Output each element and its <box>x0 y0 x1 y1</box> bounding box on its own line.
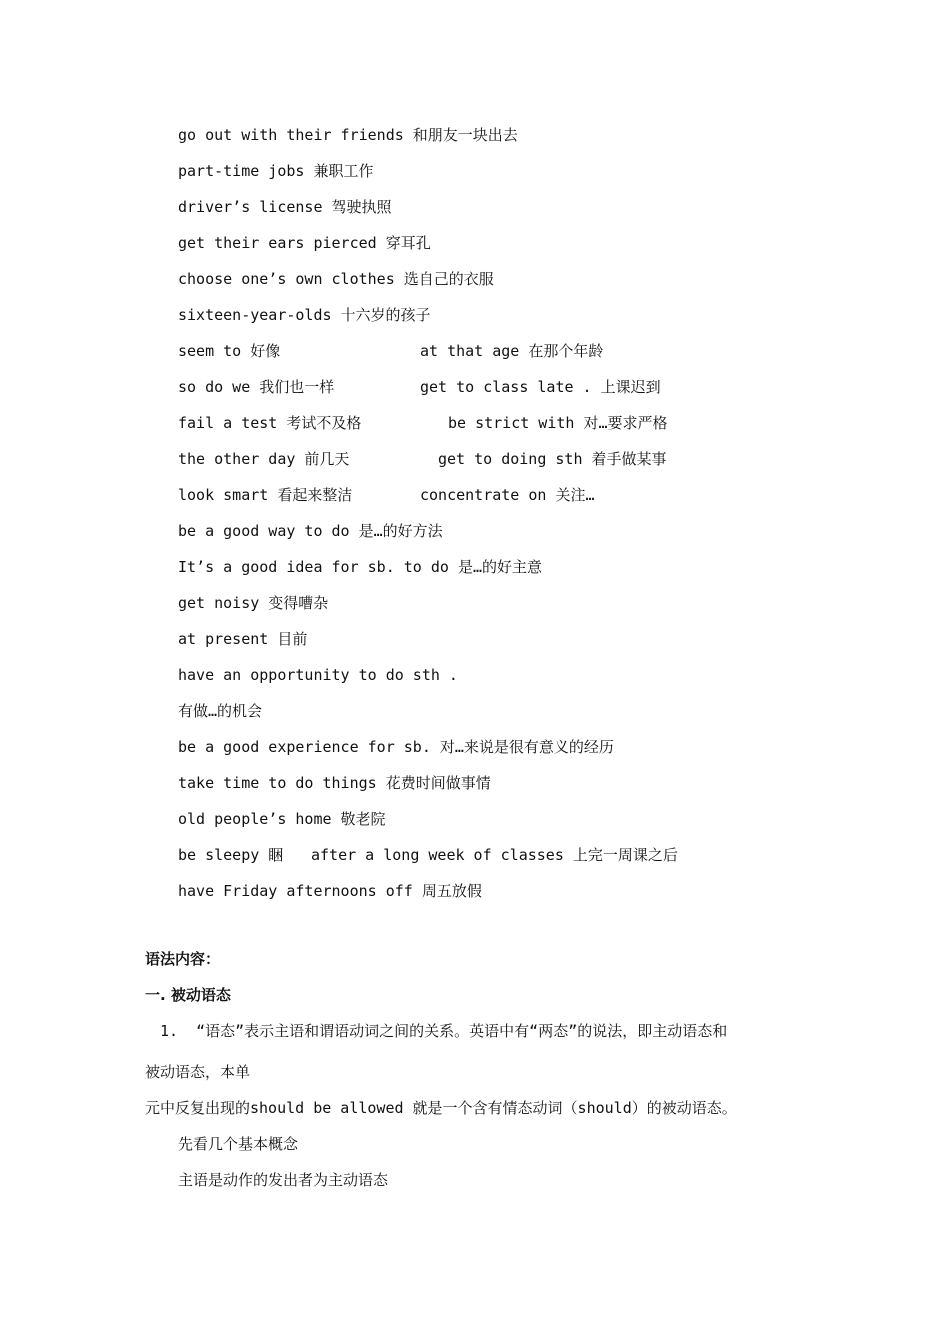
vocab-phrase: sixteen-year-olds 十六岁的孩子 <box>178 306 431 324</box>
paragraph-3: 主语是动作的发出者为主动语态 <box>178 1171 389 1189</box>
vocab-phrase-second: get to doing sth 着手做某事 <box>438 450 667 468</box>
vocab-phrase-second: concentrate on 关注… <box>420 486 595 504</box>
vocab-phrase: be sleepy 睏 <box>178 846 284 864</box>
vocab-phrase: take time to do things 花费时间做事情 <box>178 774 491 792</box>
vocab-phrase-second: get to class late . 上课迟到 <box>420 378 661 396</box>
vocab-phrase: at present 目前 <box>178 630 308 648</box>
vocab-phrase: go out with their friends 和朋友一块出去 <box>178 126 518 144</box>
vocab-phrase: It’s a good idea for sb. to do 是…的好主意 <box>178 558 542 576</box>
vocab-phrase: the other day 前几天 <box>178 450 350 468</box>
vocab-phrase-second: after a long week of classes 上完一周课之后 <box>311 846 678 864</box>
vocab-phrase: be a good experience for sb. 对…来说是很有意义的经历 <box>178 738 614 756</box>
vocab-phrase: be a good way to do 是…的好方法 <box>178 522 443 540</box>
vocab-phrase: driver’s license 驾驶执照 <box>178 198 392 216</box>
paragraph-1-line-1: 1. “语态”表示主语和谓语动词之间的关系。英语中有“两态”的说法，即主动语态和 <box>160 1022 728 1040</box>
vocab-phrase: old people’s home 敬老院 <box>178 810 386 828</box>
vocab-phrase: have an opportunity to do sth . <box>178 666 458 684</box>
vocab-phrase: fail a test 考试不及格 <box>178 414 362 432</box>
vocab-phrase: get noisy 变得嘈杂 <box>178 594 329 612</box>
paragraph-1-line-2: 被动语态，本单 <box>145 1063 251 1081</box>
grammar-title: 语法内容： <box>145 950 221 968</box>
paragraph-2: 先看几个基本概念 <box>178 1135 299 1153</box>
section-heading-passive-voice: 一. 被动语态 <box>145 986 231 1004</box>
vocab-phrase: so do we 我们也一样 <box>178 378 335 396</box>
vocab-phrase: part-time jobs 兼职工作 <box>178 162 374 180</box>
paragraph-1-line-3: 元中反复出现的should be allowed 就是一个含有情态动词（should）的被动语态。 <box>145 1099 737 1117</box>
vocab-phrase: choose one’s own clothes 选自己的衣服 <box>178 270 494 288</box>
vocab-phrase-second: at that age 在那个年龄 <box>420 342 604 360</box>
vocab-phrase: have Friday afternoons off 周五放假 <box>178 882 482 900</box>
vocab-phrase: 有做…的机会 <box>178 702 263 720</box>
vocab-phrase-second: be strict with 对…要求严格 <box>448 414 668 432</box>
vocab-phrase: seem to 好像 <box>178 342 281 360</box>
vocab-phrase: look smart 看起来整洁 <box>178 486 353 504</box>
vocab-phrase: get their ears pierced 穿耳孔 <box>178 234 431 252</box>
